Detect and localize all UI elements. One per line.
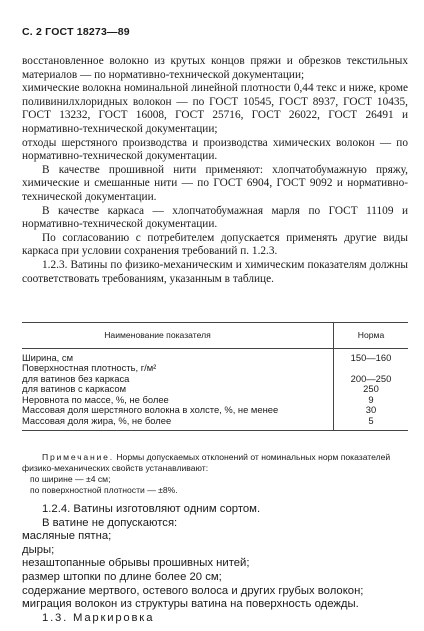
col-header-norm: Норма — [334, 323, 409, 349]
note-body: Нормы допускаемых отклонений от номинальных норм показателей физико-механических свойств устанавливают: — [22, 452, 391, 473]
note-label: Примечание. — [42, 452, 114, 462]
page-header: С. 2 ГОСТ 18273—89 — [22, 26, 130, 38]
table-row — [22, 348, 408, 363]
cell-norm: 9 — [334, 395, 409, 406]
paragraph: В ватине не допускаются: — [42, 516, 178, 529]
cell-norm: 150—160 — [334, 348, 409, 363]
cell-norm: 30 — [334, 405, 409, 416]
table-row — [22, 384, 408, 395]
body-text — [22, 55, 408, 286]
paragraph: В качестве каркаса — хлопчатобумажная марля по ГОСТ 11109 и нормативно-технической документации. — [22, 204, 408, 231]
cell-name: Массовая доля жира, %, не более — [22, 416, 334, 431]
cell-norm — [334, 363, 409, 374]
paragraph: В качестве прошивной нити применяют: хлопчатобумажную пряжу, химические и смешанные нити — по ГОСТ 6904, ГОСТ 9092 и нормативно-технической документации. — [22, 163, 408, 203]
list-item: размер штопки по длине более 20 см; — [22, 570, 222, 583]
cell-norm: 250 — [334, 384, 409, 395]
list-item: незаштопанные обрывы прошивных нитей; — [22, 557, 250, 570]
requirements-table — [22, 322, 408, 431]
paragraph: 1.2.3. Ватины по физико-механическим и химическим показателям должны соответствовать требованиям, указанным в таблице. — [22, 258, 408, 285]
cell-norm: 5 — [334, 416, 409, 431]
list-item: дыры; — [22, 543, 55, 556]
paragraph: По согласованию с потребителем допускается применять другие виды каркаса при условии сохранения требований п. 1.2.3. — [22, 231, 408, 258]
cell-name: Ширина, см — [22, 351, 74, 363]
table-note — [22, 452, 408, 496]
cell-name: Поверхностная плотность, г/м² — [22, 362, 157, 373]
section-1-2-4 — [22, 503, 408, 625]
note-text — [22, 452, 408, 474]
paragraph: 1.2.4. Ватины изготовляют одним сортом. — [42, 503, 261, 515]
note-item: по ширине — ±4 см; — [30, 474, 111, 484]
paragraph: химические волокна номинальной линейной плотности 0,44 текс и ниже, кроме поливинилхлоридных волокон — по ГОСТ 10545, ГОСТ 8937, ГОСТ 10435, ГОСТ 13232, ГОСТ 16008, ГОСТ 25716, ГОСТ 26022, ГОСТ 26491 и нормативно-технической документации; — [22, 82, 408, 135]
list-item: миграция волокон из структуры ватина на поверхность одежды. — [22, 598, 359, 611]
list-item: содержание мертвого, остевого волоса и других грубых волокон; — [22, 584, 364, 597]
cell-name: для ватинов с каркасом — [22, 383, 127, 394]
col-header-name: Наименование показателя — [22, 323, 334, 349]
note-item: по поверхностной плотности — ±8%. — [30, 485, 178, 495]
table-header-row — [22, 323, 408, 349]
table-row — [22, 416, 408, 431]
table-row — [22, 405, 408, 416]
paragraph: восстановленное волокно из крутых концов пряжи и обрезков текстильных материалов — по нормативно-технической документации; — [22, 55, 408, 81]
list-item: масляные пятна; — [22, 530, 112, 543]
paragraph: отходы шерстяного производства и производства химических волокон — по нормативно-технической документации. — [22, 136, 408, 163]
section-1-3-title: 1.3. Маркировка — [42, 611, 155, 624]
cell-name: для ватинов без каркаса — [22, 372, 130, 384]
cell-name: Неровнота по массе, %, не более — [22, 393, 169, 405]
table-row — [22, 363, 408, 374]
cell-name: Массовая доля шерстяного волокна в холсте, %, не менее — [22, 404, 279, 415]
cell-norm: 200—250 — [334, 374, 409, 385]
section-heading — [22, 612, 408, 626]
